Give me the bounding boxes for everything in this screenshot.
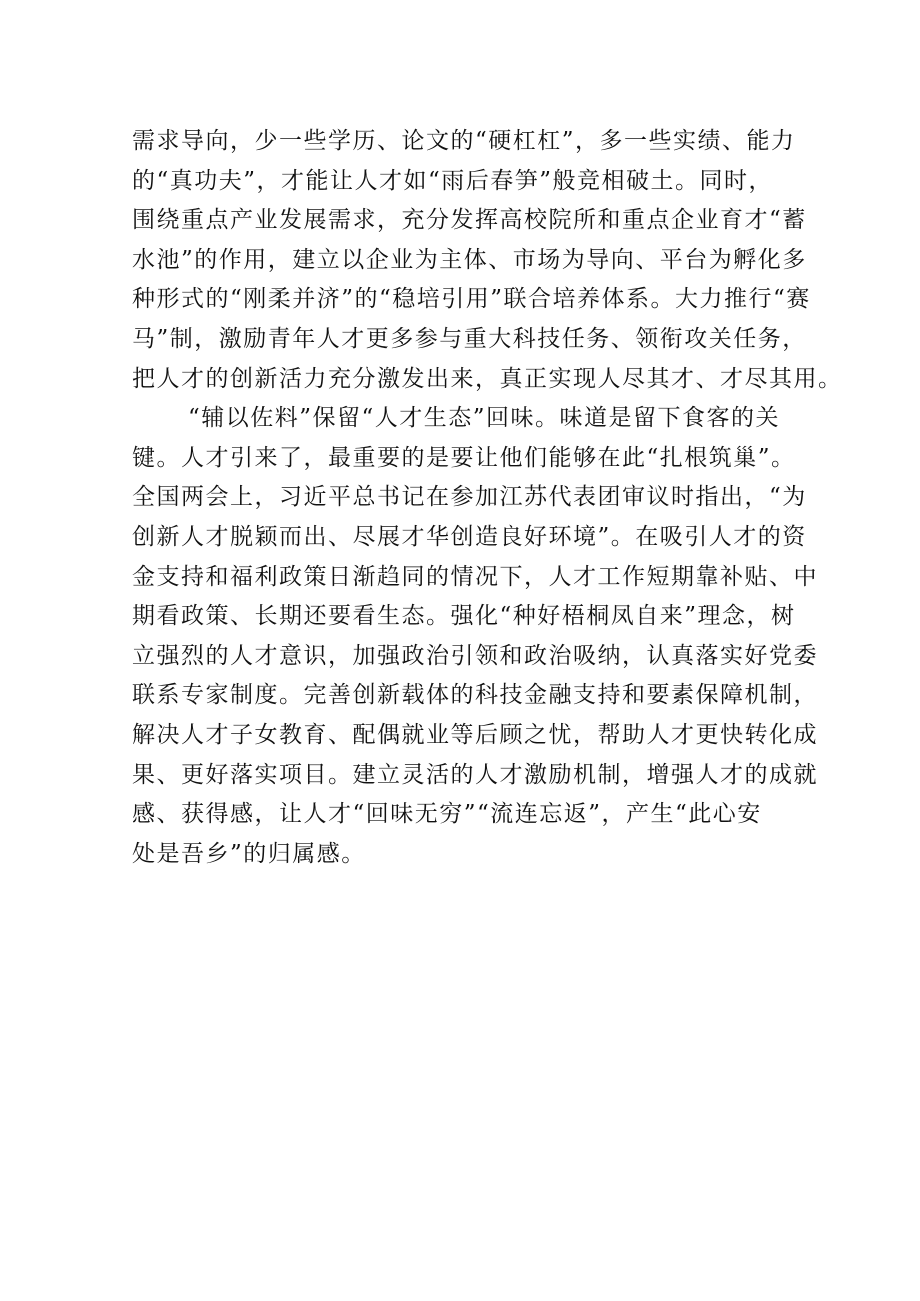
text-line: 创新人才脱颖而出、尽展才华创造良好环境”。在吸引人才的资	[132, 523, 807, 550]
body-text	[132, 122, 843, 874]
text-line: 联系专家制度。完善创新载体的科技金融支持和要素保障机制，	[132, 682, 818, 709]
text-line: 全国两会上，习近平总书记在参加江苏代表团审议时指出，“为	[132, 484, 807, 511]
paragraph-heading-line: “辅以佐料”保留“人才生态”回味。味道是留下食客的关	[188, 405, 781, 432]
text-line: 种形式的“刚柔并济”的“稳培引用”联合培养体系。大力推行“赛	[132, 286, 811, 313]
text-line: 立强烈的人才意识，加强政治引领和政治吸纳，认真落实好党委	[132, 642, 818, 669]
text-line: 金支持和福利政策日渐趋同的情况下，人才工作短期靠补贴、中	[132, 563, 818, 590]
text-line: 的“真功夫”，才能让人才如“雨后春笋”般竞相破土。同时，	[132, 167, 774, 194]
text-line: 感、获得感，让人才“回味无穷”“流连忘返”，产生“此心安	[132, 801, 762, 828]
text-line: 处是吾乡”的归属感。	[132, 840, 366, 867]
text-line: 解决人才子女教育、配偶就业等后顾之忧，帮助人才更快转化成	[132, 721, 818, 748]
text-line: 围绕重点产业发展需求，充分发挥高校院所和重点企业育才“蓄	[132, 207, 807, 234]
text-line: 水池”的作用，建立以企业为主体、市场为导向、平台为孵化多	[132, 246, 807, 273]
text-line: 把人才的创新活力充分激发出来，真正实现人尽其才、才尽其用。	[132, 365, 843, 392]
text-line: 马”制，激励青年人才更多参与重大科技任务、领衔攻关任务，	[132, 325, 807, 352]
text-line: 键。人才引来了，最重要的是要让他们能够在此“扎根筑巢”。	[132, 444, 796, 471]
text-line: 需求导向，少一些学历、论文的“硬杠杠”，多一些实绩、能力	[132, 128, 796, 154]
text-line: 期看政策、长期还要看生态。强化“种好梧桐凤自来”理念，树	[132, 603, 796, 630]
text-line: 果、更好落实项目。建立灵活的人才激励机制，增强人才的成就	[132, 761, 818, 788]
